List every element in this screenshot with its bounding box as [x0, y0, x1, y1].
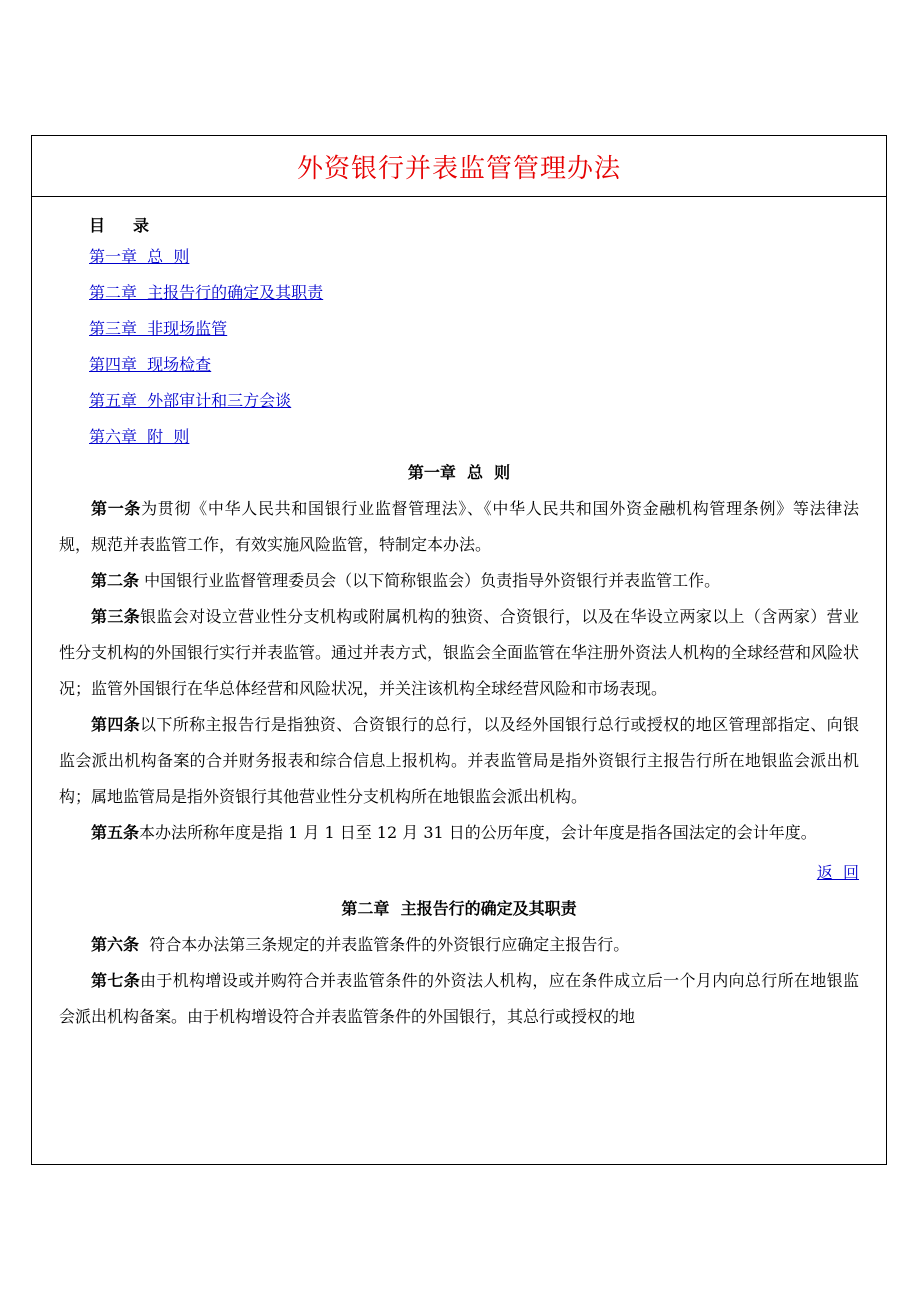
back-link[interactable]: 返 回 — [816, 863, 859, 882]
toc-link-chapter-5[interactable]: 第五章 外部审计和三方会谈 — [89, 391, 292, 410]
article-text: 中国银行业监督管理委员会（以下简称银监会）负责指导外资银行并表监管工作。 — [139, 571, 721, 590]
article-text: 本办法所称年度是指 1 月 1 日至 12 月 31 日的公历年度，会计年度是指各国法定的会计年度。 — [139, 823, 817, 842]
article-label: 第二条 — [91, 571, 140, 590]
article-text: 银监会对设立营业性分支机构或附属机构的独资、合资银行，以及在华设立两家以上（含两家）营业性分支机构的外国银行实行并表监管。通过并表方式，银监会全面监管在华注册外资法人机构的全球经营和风险状况；监管外国银行在华总体经营和风险状况，并关注该机构全球经营风险和市场表现。 — [59, 607, 860, 698]
article-label: 第六条 — [91, 935, 140, 954]
document-frame — [31, 135, 887, 1165]
document-title: 外资银行并表监管管理办法 — [296, 153, 621, 184]
title-row — [32, 136, 886, 197]
article-4 — [59, 707, 859, 815]
article-label: 第四条 — [91, 715, 141, 734]
back-link-row — [59, 855, 859, 891]
toc-heading — [89, 213, 859, 239]
toc-link-chapter-6[interactable]: 第六章 附 则 — [89, 427, 190, 446]
article-7 — [59, 963, 859, 1035]
toc-link-chapter-2[interactable]: 第二章 主报告行的确定及其职责 — [89, 283, 324, 302]
toc-link-chapter-1[interactable]: 第一章 总 则 — [89, 247, 190, 266]
article-label: 第五条 — [91, 823, 140, 842]
chapter-1-heading: 第一章 总 则 — [407, 463, 511, 482]
toc-heading-left: 目 — [89, 216, 106, 235]
toc-link-chapter-3[interactable]: 第三章 非现场监管 — [89, 319, 228, 338]
toc-link-chapter-4[interactable]: 第四章 现场检查 — [89, 355, 212, 374]
article-1 — [59, 491, 859, 563]
article-text: 由于机构增设或并购符合并表监管条件的外资法人机构，应在条件成立后一个月内向总行所在地银监会派出机构备案。由于机构增设符合并表监管条件的外国银行，其总行或授权的地 — [59, 971, 859, 1026]
article-label: 第七条 — [91, 971, 141, 990]
article-3 — [59, 599, 859, 707]
article-text: 为贯彻《中华人民共和国银行业监督管理法》、《中华人民共和国外资金融机构管理条例》等法律法规，规范并表监管工作，有效实施风险监管，特制定本办法。 — [59, 499, 859, 554]
article-text: 符合本办法第三条规定的并表监管条件的外资银行应确定主报告行。 — [139, 935, 630, 954]
article-label: 第一条 — [91, 499, 142, 518]
toc-heading-right: 录 — [133, 216, 150, 235]
article-text: 以下所称主报告行是指独资、合资银行的总行，以及经外国银行总行或授权的地区管理部指定、向银监会派出机构备案的合并财务报表和综合信息上报机构。并表监管局是指外资银行主报告行所在地银监会派出机构；属地监管局是指外资银行其他营业性分支机构所在地银监会派出机构。 — [59, 715, 859, 806]
article-label: 第三条 — [91, 607, 141, 626]
document-body — [32, 197, 886, 1035]
article-2 — [59, 563, 859, 599]
article-6 — [59, 927, 859, 963]
chapter-2-heading: 第二章 主报告行的确定及其职责 — [341, 899, 577, 918]
article-5 — [59, 815, 859, 851]
